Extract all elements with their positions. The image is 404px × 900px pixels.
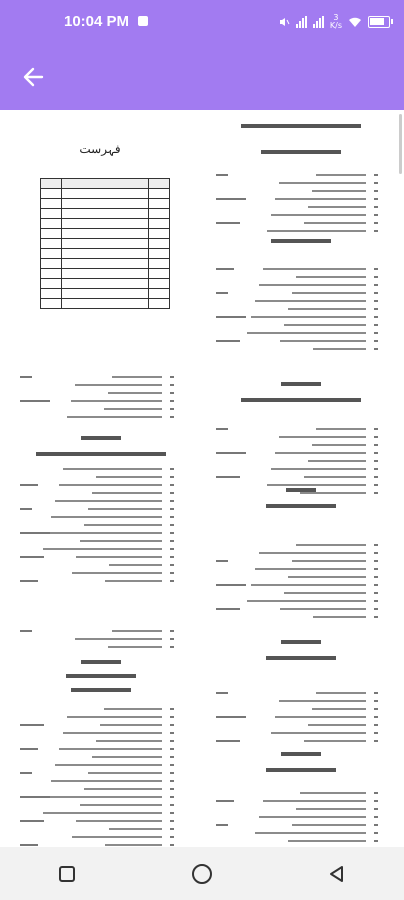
line-marker bbox=[374, 292, 378, 294]
line-marker bbox=[374, 800, 378, 802]
line-marker bbox=[170, 788, 174, 790]
line-marker bbox=[374, 832, 378, 834]
text-line bbox=[280, 608, 366, 610]
ref-marker bbox=[216, 428, 228, 430]
text-line bbox=[279, 436, 366, 438]
text-line bbox=[312, 190, 366, 192]
text-line bbox=[271, 468, 366, 470]
status-bar bbox=[0, 0, 404, 44]
line-marker bbox=[170, 748, 174, 750]
text-line bbox=[259, 816, 366, 818]
text-line bbox=[84, 788, 162, 790]
chapter-title bbox=[241, 398, 361, 402]
ref-marker bbox=[216, 560, 228, 562]
line-marker bbox=[374, 206, 378, 208]
chapter-title bbox=[66, 674, 136, 678]
text-line bbox=[96, 740, 162, 742]
recent-apps-icon bbox=[58, 865, 76, 883]
line-marker bbox=[170, 492, 174, 494]
home-icon bbox=[191, 863, 213, 885]
text-line bbox=[247, 600, 366, 602]
network-speed-value: 3 bbox=[333, 13, 339, 22]
text-line bbox=[292, 292, 366, 294]
ref-marker bbox=[20, 772, 32, 774]
text-line bbox=[75, 638, 162, 640]
line-marker bbox=[170, 416, 174, 418]
text-line bbox=[43, 812, 162, 814]
ref-marker bbox=[20, 508, 32, 510]
text-line bbox=[92, 492, 162, 494]
text-line bbox=[263, 268, 366, 270]
line-marker bbox=[170, 796, 174, 798]
ref-marker bbox=[20, 796, 50, 798]
text-line bbox=[104, 408, 162, 410]
line-marker bbox=[374, 230, 378, 232]
line-marker bbox=[374, 214, 378, 216]
text-line bbox=[75, 384, 162, 386]
text-line bbox=[88, 772, 162, 774]
line-marker bbox=[170, 524, 174, 526]
text-line bbox=[284, 324, 366, 326]
text-line bbox=[84, 524, 162, 526]
text-line bbox=[67, 716, 162, 718]
line-marker bbox=[170, 630, 174, 632]
ref-marker bbox=[216, 268, 234, 270]
line-marker bbox=[374, 444, 378, 446]
text-line bbox=[72, 572, 162, 574]
line-marker bbox=[374, 700, 378, 702]
ref-marker bbox=[20, 400, 50, 402]
line-marker bbox=[170, 408, 174, 410]
line-marker bbox=[374, 792, 378, 794]
ref-marker bbox=[20, 844, 38, 846]
text-line bbox=[104, 708, 162, 710]
ref-marker bbox=[216, 608, 240, 610]
back-button[interactable] bbox=[16, 60, 50, 94]
chapter-title bbox=[281, 640, 321, 644]
text-line bbox=[300, 492, 366, 494]
text-line bbox=[108, 392, 162, 394]
text-line bbox=[313, 616, 366, 618]
text-line bbox=[312, 444, 366, 446]
line-marker bbox=[374, 568, 378, 570]
ref-marker bbox=[216, 800, 234, 802]
back-triangle-icon bbox=[327, 864, 347, 884]
line-marker bbox=[374, 460, 378, 462]
line-marker bbox=[374, 740, 378, 742]
line-marker bbox=[170, 476, 174, 478]
chapter-title bbox=[286, 488, 316, 492]
line-marker bbox=[374, 198, 378, 200]
line-marker bbox=[374, 332, 378, 334]
text-line bbox=[316, 692, 366, 694]
line-marker bbox=[170, 508, 174, 510]
page-3-left[interactable] bbox=[10, 622, 192, 847]
text-line bbox=[67, 416, 162, 418]
line-marker bbox=[374, 824, 378, 826]
line-marker bbox=[374, 222, 378, 224]
text-line bbox=[80, 540, 162, 542]
ref-marker bbox=[20, 630, 32, 632]
ref-marker bbox=[20, 484, 38, 486]
text-line bbox=[296, 276, 366, 278]
line-marker bbox=[374, 592, 378, 594]
ref-marker bbox=[216, 316, 246, 318]
line-marker bbox=[374, 560, 378, 562]
text-line bbox=[100, 724, 162, 726]
ref-marker bbox=[216, 174, 228, 176]
ref-marker bbox=[216, 740, 240, 742]
text-line bbox=[63, 468, 162, 470]
line-marker bbox=[374, 708, 378, 710]
line-marker bbox=[374, 616, 378, 618]
text-line bbox=[267, 484, 366, 486]
text-line bbox=[109, 828, 162, 830]
document-viewer[interactable] bbox=[0, 110, 404, 847]
line-marker bbox=[170, 468, 174, 470]
text-line bbox=[51, 516, 162, 518]
line-marker bbox=[374, 808, 378, 810]
ref-marker bbox=[216, 292, 228, 294]
status-icons bbox=[278, 12, 390, 32]
line-marker bbox=[374, 544, 378, 546]
toc-title: فہرست bbox=[79, 142, 121, 156]
page-2-right[interactable] bbox=[206, 368, 396, 608]
text-line bbox=[275, 198, 366, 200]
line-marker bbox=[374, 324, 378, 326]
line-marker bbox=[374, 428, 378, 430]
text-line bbox=[296, 544, 366, 546]
text-line bbox=[43, 548, 162, 550]
toc-table bbox=[40, 178, 170, 309]
chapter-title bbox=[266, 504, 336, 508]
text-line bbox=[109, 564, 162, 566]
line-marker bbox=[374, 452, 378, 454]
text-line bbox=[279, 700, 366, 702]
chapter-title bbox=[281, 752, 321, 756]
line-marker bbox=[170, 756, 174, 758]
ref-marker bbox=[216, 584, 246, 586]
text-line bbox=[255, 568, 366, 570]
text-line bbox=[80, 804, 162, 806]
text-line bbox=[251, 316, 366, 318]
notification-icon bbox=[138, 16, 148, 26]
text-line bbox=[284, 592, 366, 594]
chapter-title bbox=[261, 150, 341, 154]
text-line bbox=[292, 560, 366, 562]
line-marker bbox=[170, 828, 174, 830]
line-marker bbox=[170, 740, 174, 742]
line-marker bbox=[170, 804, 174, 806]
text-line bbox=[105, 580, 162, 582]
chapter-title bbox=[281, 382, 321, 386]
text-line bbox=[300, 792, 366, 794]
line-marker bbox=[170, 780, 174, 782]
text-line bbox=[247, 332, 366, 334]
chapter-title bbox=[241, 124, 361, 128]
ref-marker bbox=[216, 476, 240, 478]
chapter-title bbox=[266, 768, 336, 772]
line-marker bbox=[374, 190, 378, 192]
ref-marker bbox=[216, 452, 246, 454]
line-marker bbox=[374, 316, 378, 318]
text-line bbox=[312, 708, 366, 710]
line-marker bbox=[170, 384, 174, 386]
arrow-left-icon bbox=[22, 66, 44, 88]
text-line bbox=[105, 844, 162, 846]
text-line bbox=[259, 552, 366, 554]
text-line bbox=[288, 308, 366, 310]
page-toc[interactable] bbox=[10, 118, 192, 358]
ref-marker bbox=[216, 824, 228, 826]
line-marker bbox=[374, 816, 378, 818]
text-line bbox=[316, 174, 366, 176]
line-marker bbox=[374, 436, 378, 438]
line-marker bbox=[374, 692, 378, 694]
line-marker bbox=[170, 638, 174, 640]
text-line bbox=[76, 820, 162, 822]
line-marker bbox=[374, 348, 378, 350]
text-line bbox=[308, 724, 366, 726]
ref-marker bbox=[216, 198, 246, 200]
chapter-title bbox=[266, 656, 336, 660]
line-marker bbox=[170, 516, 174, 518]
line-marker bbox=[170, 836, 174, 838]
ref-marker bbox=[20, 376, 32, 378]
ref-marker bbox=[20, 748, 38, 750]
ref-marker bbox=[20, 532, 50, 534]
status-time: 10:04 PM bbox=[64, 13, 130, 30]
chapter-title bbox=[71, 688, 131, 692]
text-line bbox=[255, 300, 366, 302]
network-speed-unit: K/s bbox=[329, 21, 342, 30]
text-line bbox=[275, 716, 366, 718]
line-marker bbox=[374, 724, 378, 726]
line-marker bbox=[374, 600, 378, 602]
page-3-right[interactable] bbox=[206, 622, 396, 847]
line-marker bbox=[170, 532, 174, 534]
text-line bbox=[292, 824, 366, 826]
text-line bbox=[304, 476, 366, 478]
home-button[interactable] bbox=[182, 854, 222, 894]
ref-marker bbox=[216, 716, 246, 718]
line-marker bbox=[170, 708, 174, 710]
wifi-icon bbox=[348, 16, 362, 28]
text-line bbox=[304, 222, 366, 224]
text-line bbox=[255, 832, 366, 834]
page-1-right[interactable] bbox=[206, 114, 396, 354]
text-line bbox=[55, 764, 162, 766]
text-line bbox=[76, 556, 162, 558]
text-line bbox=[308, 206, 366, 208]
chapter-title bbox=[81, 660, 121, 664]
back-nav-button[interactable] bbox=[317, 854, 357, 894]
line-marker bbox=[374, 716, 378, 718]
line-marker bbox=[170, 500, 174, 502]
line-marker bbox=[170, 724, 174, 726]
line-marker bbox=[374, 284, 378, 286]
text-line bbox=[313, 348, 366, 350]
ref-marker bbox=[20, 724, 44, 726]
app-bar bbox=[0, 44, 404, 110]
line-marker bbox=[374, 308, 378, 310]
line-marker bbox=[170, 548, 174, 550]
ref-marker bbox=[20, 580, 38, 582]
network-speed bbox=[330, 14, 342, 30]
text-line bbox=[296, 808, 366, 810]
line-marker bbox=[374, 492, 378, 494]
text-line bbox=[112, 630, 162, 632]
chapter-title bbox=[81, 436, 121, 440]
line-marker bbox=[170, 844, 174, 846]
text-line bbox=[279, 182, 366, 184]
line-marker bbox=[374, 484, 378, 486]
text-line bbox=[108, 646, 162, 648]
page-2-left[interactable] bbox=[10, 368, 192, 608]
line-marker bbox=[170, 764, 174, 766]
line-marker bbox=[170, 564, 174, 566]
line-marker bbox=[170, 484, 174, 486]
line-marker bbox=[374, 840, 378, 842]
line-marker bbox=[374, 340, 378, 342]
line-marker bbox=[374, 300, 378, 302]
scrollbar[interactable] bbox=[399, 114, 402, 174]
text-line bbox=[112, 376, 162, 378]
text-line bbox=[72, 836, 162, 838]
recent-apps-button[interactable] bbox=[47, 854, 87, 894]
line-marker bbox=[170, 580, 174, 582]
text-line bbox=[275, 452, 366, 454]
text-line bbox=[47, 532, 162, 534]
text-line bbox=[259, 284, 366, 286]
ref-marker bbox=[216, 222, 240, 224]
line-marker bbox=[374, 608, 378, 610]
line-marker bbox=[374, 552, 378, 554]
mute-icon bbox=[278, 16, 290, 28]
text-line bbox=[96, 476, 162, 478]
line-marker bbox=[374, 584, 378, 586]
text-line bbox=[63, 732, 162, 734]
line-marker bbox=[374, 476, 378, 478]
text-line bbox=[92, 756, 162, 758]
ref-marker bbox=[20, 556, 44, 558]
ref-marker bbox=[216, 340, 240, 342]
text-line bbox=[288, 840, 366, 842]
line-marker bbox=[374, 268, 378, 270]
line-marker bbox=[374, 468, 378, 470]
line-marker bbox=[170, 772, 174, 774]
text-line bbox=[47, 796, 162, 798]
text-line bbox=[88, 508, 162, 510]
line-marker bbox=[170, 716, 174, 718]
text-line bbox=[267, 230, 366, 232]
signal-icon bbox=[296, 16, 307, 28]
text-line bbox=[271, 732, 366, 734]
battery-icon bbox=[368, 16, 390, 28]
text-line bbox=[308, 460, 366, 462]
ref-marker bbox=[216, 692, 228, 694]
line-marker bbox=[170, 540, 174, 542]
ref-marker bbox=[20, 820, 44, 822]
line-marker bbox=[170, 556, 174, 558]
chapter-title bbox=[271, 239, 331, 243]
line-marker bbox=[170, 820, 174, 822]
text-line bbox=[271, 214, 366, 216]
line-marker bbox=[170, 732, 174, 734]
navigation-bar bbox=[0, 847, 404, 900]
line-marker bbox=[374, 576, 378, 578]
text-line bbox=[51, 780, 162, 782]
line-marker bbox=[170, 646, 174, 648]
signal-icon-2 bbox=[313, 16, 324, 28]
line-marker bbox=[374, 174, 378, 176]
line-marker bbox=[170, 376, 174, 378]
line-marker bbox=[170, 572, 174, 574]
line-marker bbox=[170, 392, 174, 394]
text-line bbox=[280, 340, 366, 342]
text-line bbox=[263, 800, 366, 802]
text-line bbox=[55, 500, 162, 502]
text-line bbox=[251, 584, 366, 586]
text-line bbox=[304, 740, 366, 742]
line-marker bbox=[170, 812, 174, 814]
chapter-title bbox=[36, 452, 166, 456]
text-line bbox=[59, 748, 162, 750]
line-marker bbox=[374, 276, 378, 278]
text-line bbox=[316, 428, 366, 430]
line-marker bbox=[170, 400, 174, 402]
text-line bbox=[59, 484, 162, 486]
line-marker bbox=[374, 182, 378, 184]
text-line bbox=[288, 576, 366, 578]
line-marker bbox=[374, 732, 378, 734]
text-line bbox=[71, 400, 162, 402]
